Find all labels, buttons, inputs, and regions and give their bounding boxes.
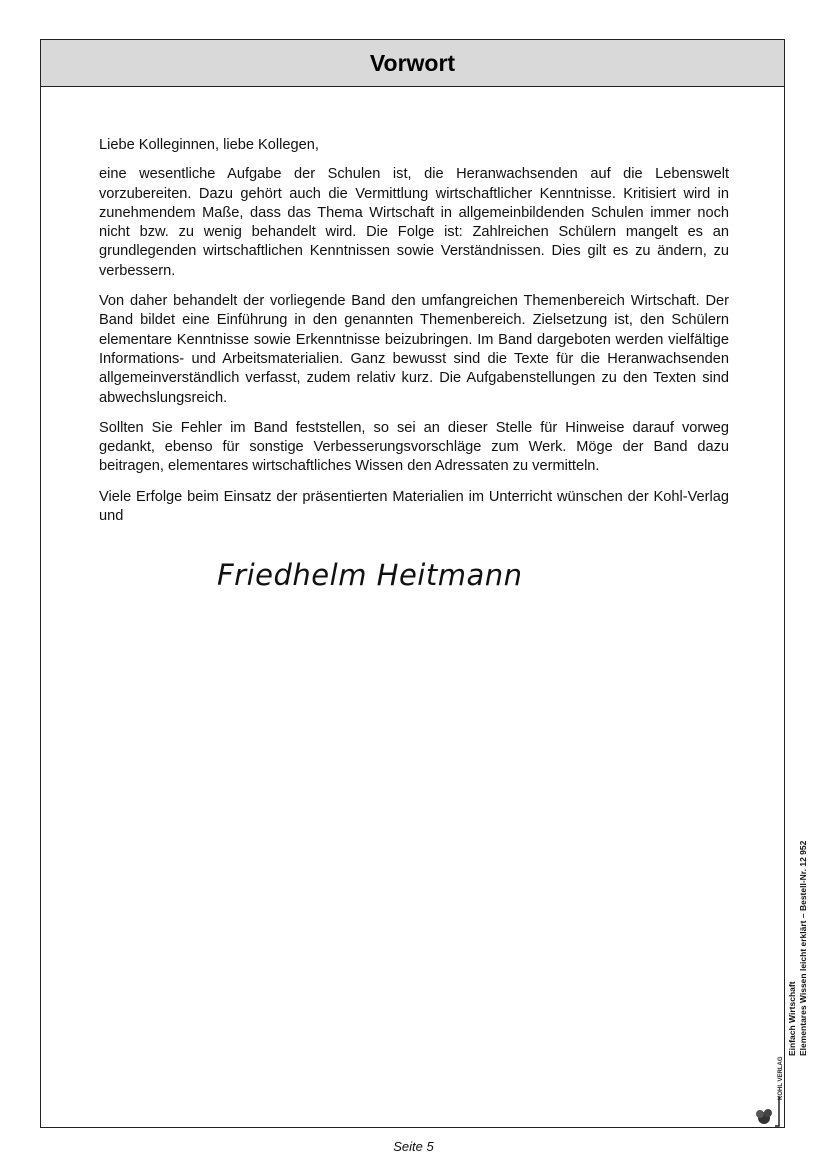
signature: Friedhelm Heitmann xyxy=(217,558,523,592)
page-frame xyxy=(40,39,808,1128)
publisher-logo-text: KOHL VERLAG xyxy=(778,1056,784,1100)
body-text xyxy=(99,136,729,537)
side-imprint-text xyxy=(787,841,809,1056)
title-bar xyxy=(41,40,784,87)
greeting: Liebe Kolleginnen, liebe Kollegen, xyxy=(99,137,319,153)
paragraph-4: Viele Erfolge beim Einsatz der präsentierten Materialien im Unterricht wünschen der Kohl-Verlag und xyxy=(99,488,729,525)
page-title: Vorwort xyxy=(369,49,456,76)
page-number: Seite 5 xyxy=(393,1139,434,1154)
publisher-logo-icon xyxy=(755,1056,785,1128)
book-subtitle-order-number: Elementares Wissen leicht erklärt – Bestell-Nr. 12 952 xyxy=(798,840,808,1056)
side-imprint xyxy=(749,756,808,1131)
paragraph-3: Sollten Sie Fehler im Band feststellen, so sei an dieser Stelle für Hinweise darauf vorweg gedankt, ebenso für sonstige Verbesserungsvorschläge zum Werk. Möge der Band dazu beitragen, elementares wirtschaftliches Wissen den Adressaten zu vermitteln. xyxy=(99,419,729,475)
paragraph-1: eine wesentliche Aufgabe der Schulen ist, die Heranwachsenden auf die Lebenswelt vorzubereiten. Dazu gehört auch die Vermittlung wirtschaftlicher Kenntnisse. Kritisiert wird in zunehmendem Maße, dass das Thema Wirtschaft in allgemeinbildenden Schulen immer noch nicht bzw. zu wenig behandelt wird. Die Folge ist: Zahlreichen Schülern mangelt es an grundlegenden wirtschaftlichen Kenntnissen sowie Verständnissen. Dies gilt es zu ändern, zu verbessern. xyxy=(99,166,729,279)
series-title: Einfach Wirtschaft xyxy=(787,981,797,1056)
paragraph-2: Von daher behandelt der vorliegende Band den umfangreichen Themenbereich Wirtschaft. Der Band bildet eine Einführung in den genannten Themenbereich. Zielsetzung ist, den Schülern elementare Kenntnisse sowie Erkenntnisse beizubringen. Im Band dargeboten werden vielfältige Informations- und Arbeitsmaterialien. Ganz bewusst sind die Texte für die Heranwachsenden allgemeinverständlich verfasst, zudem relativ kurz. Die Aufgabenstellungen zu den Texten sind abwechslungsreich. xyxy=(99,293,729,406)
